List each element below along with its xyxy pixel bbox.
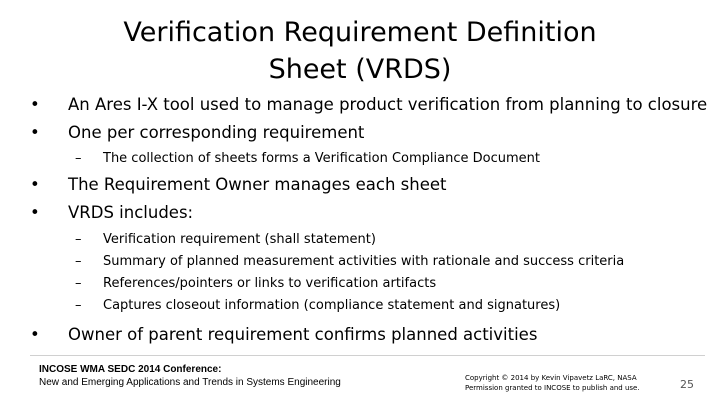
sub-bullet-marker: – [75, 276, 82, 291]
page-number: 25 [680, 378, 694, 391]
bullet-marker: • [30, 175, 40, 194]
bullet-ares-tool [30, 94, 707, 116]
sub-bullet-compliance-document [75, 150, 540, 168]
bullet-marker: • [30, 203, 40, 222]
slide-title [90, 14, 630, 88]
footer-conference-theme: New and Emerging Applications and Trends in Systems Engineering [39, 377, 341, 388]
footer-conference-name: INCOSE WMA SEDC 2014 Conference: [39, 364, 222, 375]
sub-bullet-marker: – [75, 254, 82, 269]
bullet-marker: • [30, 123, 40, 142]
footer-copyright-line-2: Permission granted to INCOSE to publish and use. [465, 384, 640, 392]
sub-bullet-closeout [75, 297, 560, 315]
bullet-vrds-includes [30, 202, 193, 224]
bullet-owner-manages [30, 174, 447, 196]
bullet-text: VRDS includes: [68, 203, 194, 222]
slide-title-line-2: Sheet (VRDS) [268, 54, 452, 85]
sub-bullet-text: The collection of sheets forms a Verification Compliance Document [103, 151, 540, 166]
bullet-text: An Ares I-X tool used to manage product verification from planning to closure [68, 95, 708, 114]
footer-copyright [465, 373, 640, 393]
sub-bullet-marker: – [75, 298, 82, 313]
slide-title-line-1: Verification Requirement Definition [123, 17, 597, 48]
sub-bullet-text: Verification requirement (shall statement) [103, 232, 376, 247]
sub-bullet-summary-activities [75, 253, 624, 271]
sub-bullet-text: References/pointers or links to verification artifacts [103, 276, 437, 291]
bullet-marker: • [30, 325, 40, 344]
bullet-text: Owner of parent requirement confirms planned activities [68, 325, 538, 344]
sub-bullet-marker: – [75, 151, 82, 166]
footer-divider [30, 355, 705, 356]
sub-bullet-text: Summary of planned measurement activities with rationale and success criteria [103, 254, 625, 269]
bullet-text: One per corresponding requirement [68, 123, 365, 142]
sub-bullet-text: Captures closeout information (compliance statement and signatures) [103, 298, 561, 313]
sub-bullet-references [75, 275, 436, 293]
sub-bullet-verification-requirement [75, 231, 376, 249]
bullet-marker: • [30, 95, 40, 114]
sub-bullet-marker: – [75, 232, 82, 247]
bullet-text: The Requirement Owner manages each sheet [68, 175, 447, 194]
footer-copyright-line-1: Copyright © 2014 by Kevin Vipavetz LaRC, NASA [465, 374, 637, 382]
footer-conference [39, 363, 341, 389]
bullet-parent-owner-confirms [30, 324, 537, 346]
bullet-one-per-requirement [30, 122, 364, 144]
